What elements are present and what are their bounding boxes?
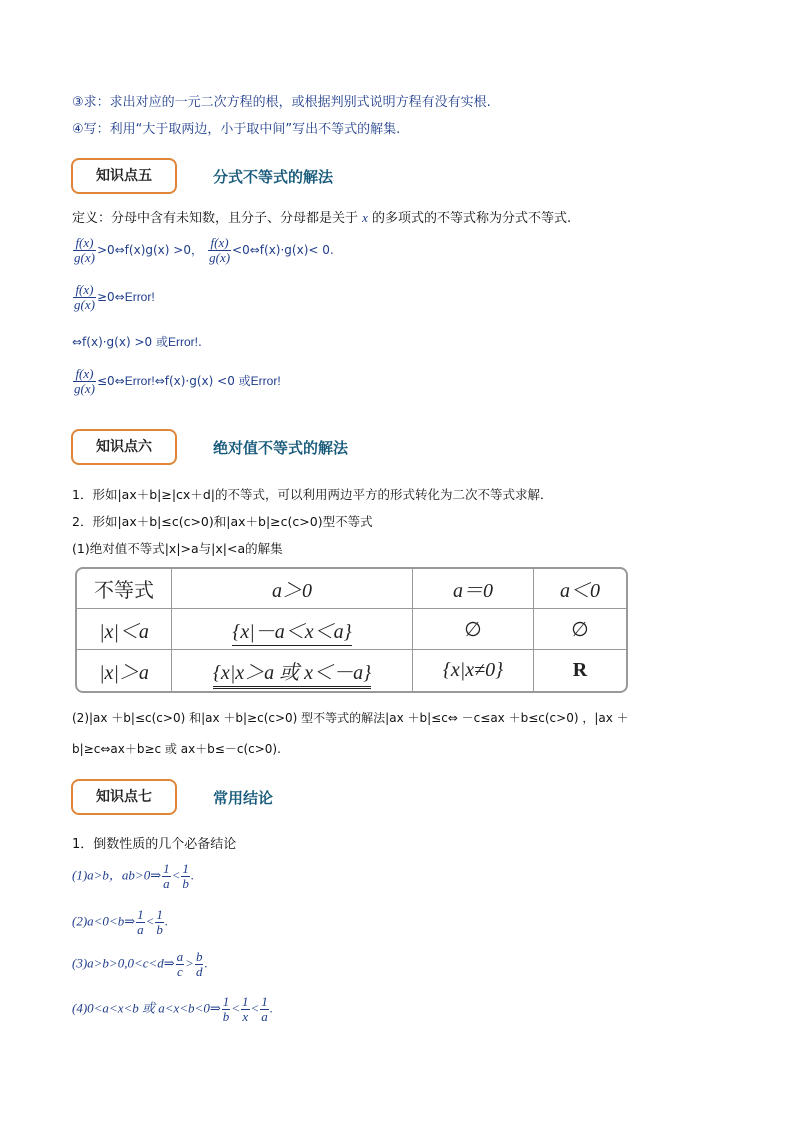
section6-title: 绝对值不等式的解法	[213, 439, 349, 457]
table-header-cell: a＝0	[413, 569, 534, 609]
table-header-cell: a＞0	[172, 569, 413, 609]
conclusion-1: (1)a>b，ab>0⇒ $\frac{1}{a}$ < $\frac{1}{b}$ .	[72, 861, 195, 891]
abs-item-2: 2．形如|ax＋b|≤c(c>0)和|ax＋b|≥c(c>0)型不等式	[72, 514, 373, 529]
knowledge-point-5-box: 知识点五	[71, 158, 177, 194]
fraction-rule-1: $\frac{f(x)}{g(x)}$ >0⇔f(x)g(x) >0， $\frac{f(x)}{g(x)}$ <0⇔f(x)·g(x)< 0.	[74, 235, 334, 265]
section5-title: 分式不等式的解法	[213, 168, 334, 186]
section7-title: 常用结论	[213, 789, 274, 807]
abs-item-1: 1．形如|ax＋b|≥|cx＋d|的不等式，可以利用两边平方的形式转化为二次不等式求解．	[72, 487, 553, 502]
conclusion-4: (4)0<a<x<b 或 a<x<b<0⇒ $\frac{1}{b}$ < $\frac{1}{x}$ < $\frac{1}{a}$ .	[72, 994, 274, 1024]
table-header-cell: 不等式	[77, 569, 172, 609]
fraction-rule-4: $\frac{f(x)}{g(x)}$ ≤0⇔Error!⇔f(x)·g(x) <0 或Error!	[74, 366, 281, 396]
table-cell: |x|＜a	[77, 609, 172, 650]
table-cell: ∅	[413, 609, 534, 650]
conclusion-3: (3)a>b>0,0<c<d⇒ $\frac{a}{c}$ > $\frac{b}{d}$ .	[72, 949, 208, 979]
knowledge-point-6-box: 知识点六	[71, 429, 177, 465]
knowledge-point-7-box: 知识点七	[71, 779, 177, 815]
conclusion-2: (2)a<0<b⇒ $\frac{1}{a}$ < $\frac{1}{b}$ .	[72, 907, 169, 937]
step3-text: ③求：求出对应的一元二次方程的根，或根据判别式说明方程有没有实根.	[72, 95, 491, 110]
fraction-rule-3: ⇔f(x)·g(x) >0 或Error!.	[72, 335, 202, 349]
table-cell: R	[572, 659, 588, 681]
table-header-cell: a＜0	[534, 569, 626, 609]
table-cell: {x|x＞a 或 x＜－a}	[172, 650, 413, 691]
fraction-definition: 定义：分母中含有未知数，且分子、分母都是关于 x 的多项式的不等式称为分式不等式.	[72, 210, 572, 226]
table-cell: |x|＞a	[77, 650, 172, 691]
step4-text: ④写：利用“大于取两边，小于取中间”写出不等式的解集.	[72, 122, 401, 137]
reciprocal-heading: 1．倒数性质的几个必备结论	[72, 837, 237, 852]
table-cell: ∅	[534, 609, 626, 650]
abs-sub-2-line-2: b|≥c⇔ax＋b≥c 或 ax＋b≤－c(c>0).	[72, 742, 281, 756]
fraction-rule-2: $\frac{f(x)}{g(x)}$ ≥0⇔Error!	[74, 282, 155, 312]
abs-sub-1: (1)绝对值不等式|x|>a与|x|<a的解集	[72, 541, 283, 556]
abs-solution-table	[75, 567, 628, 693]
abs-sub-2-line-1: (2)|ax ＋b|≤c(c>0) 和|ax ＋b|≥c(c>0) 型不等式的解法|ax ＋b|≤c⇔ －c≤ax ＋b≤c(c>0) ，|ax ＋	[72, 711, 629, 725]
table-cell: {x|x≠0}	[413, 650, 534, 691]
table-cell: {x|－a＜x＜a}	[172, 609, 413, 650]
